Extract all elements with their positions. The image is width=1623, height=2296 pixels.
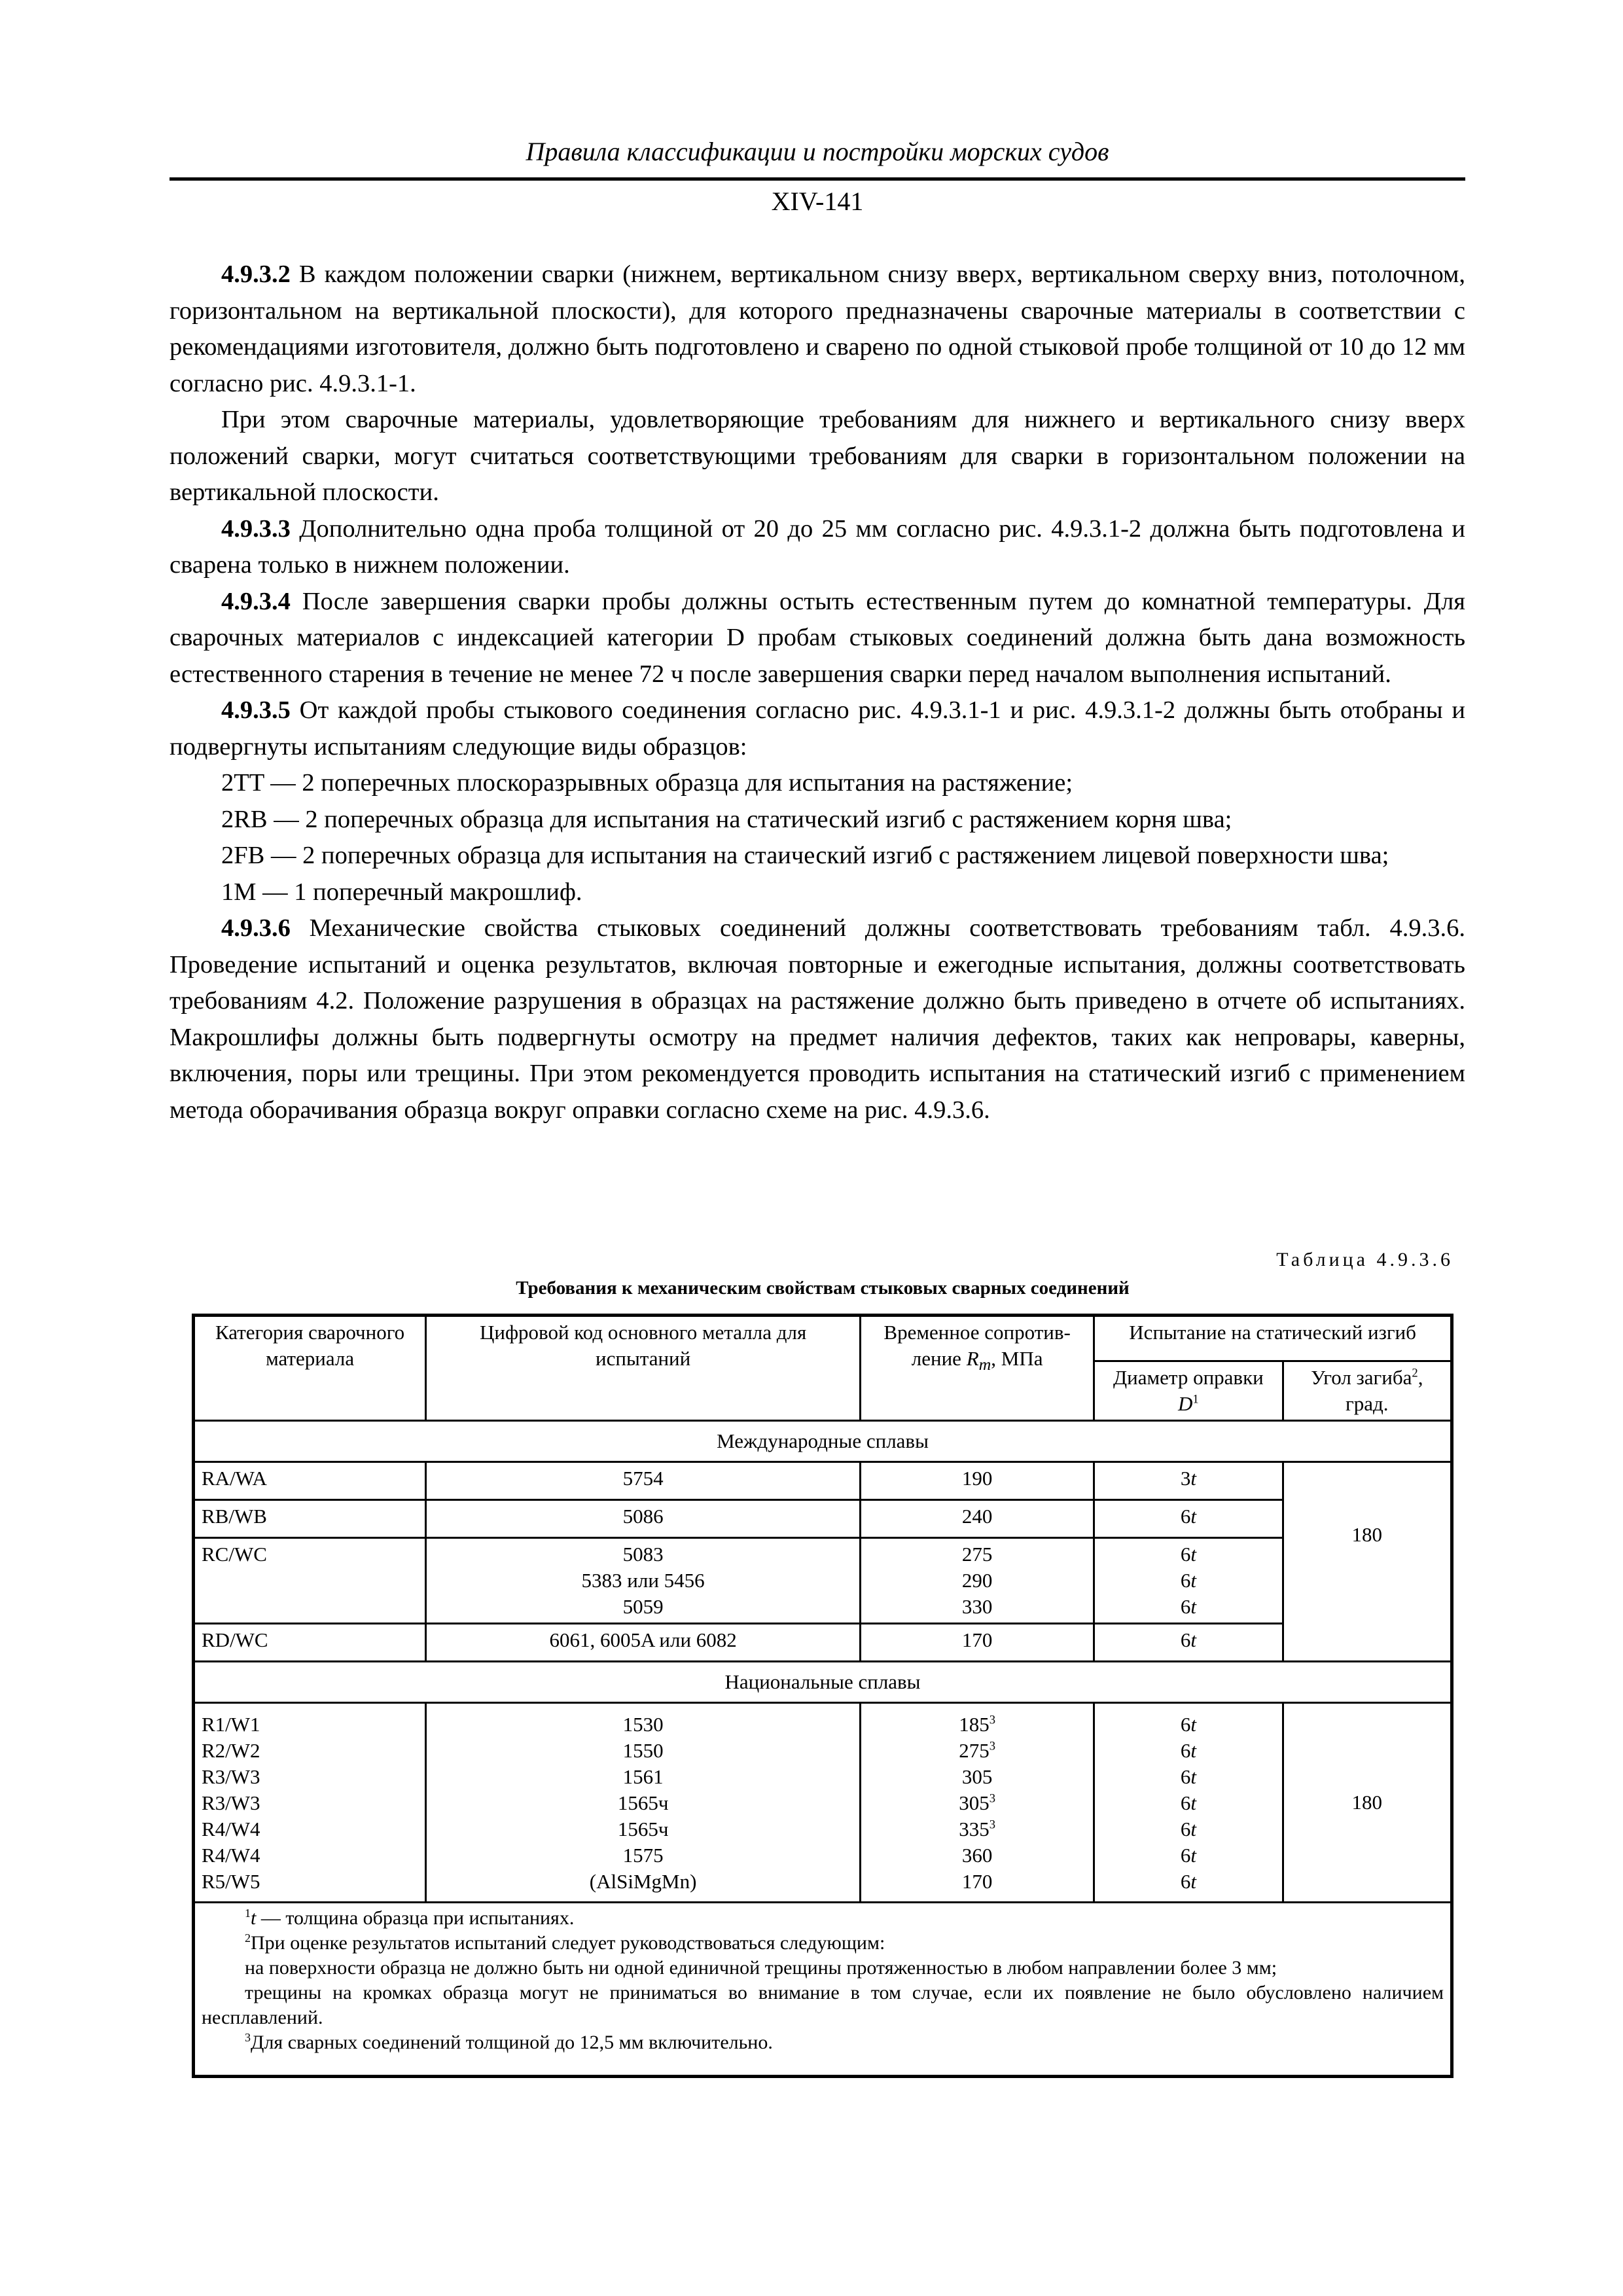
cell-angle: 180 bbox=[1283, 1462, 1452, 1662]
table-row bbox=[194, 1624, 1452, 1662]
cell-rm: $185^3$ $275^3$ 305 $305^3$ $335^3$ 360 170 bbox=[861, 1703, 1094, 1903]
paragraph bbox=[169, 692, 1465, 765]
cell-code: 5754 bbox=[426, 1462, 861, 1500]
cell-diameter: 6t bbox=[1094, 1500, 1283, 1538]
clause-number: 4.9.3.2 bbox=[221, 260, 291, 288]
footnote: $^2$При оценке результатов испытаний следует руководствоваться следующим: bbox=[245, 1931, 885, 1954]
clause-number: 4.9.3.4 bbox=[221, 587, 291, 615]
paragraph-text: 2TT — 2 поперечных плоскоразрывных образца для испытания на растяжение; bbox=[221, 769, 1073, 797]
cell-code: 1530 1550 1561 1565ч 1565ч 1575 (AlSiMgMn) bbox=[426, 1703, 861, 1903]
paragraph bbox=[169, 257, 1465, 402]
paragraph bbox=[169, 838, 1465, 874]
paragraph-text: Дополнительно одна проба толщиной от 20 до 25 мм согласно рис. 4.9.3.1-2 должна быть подготовлена и сварена только в нижнем положении. bbox=[169, 514, 1465, 579]
paragraph bbox=[169, 874, 1465, 911]
requirements-table bbox=[192, 1314, 1454, 2078]
paragraph-text: После завершения сварки пробы должны остыть естественным путем до комнатной температуры. Для сварочных материалов с индексацией категории D пробам стыковых соединений должна быть дана возможность естественного старения в течение не менее 72 ч после завершения сварки перед началом выполнения испытаний. bbox=[169, 587, 1465, 688]
header-angle: Угол загиба$^2$, град. bbox=[1283, 1361, 1452, 1421]
page-number: XIV-141 bbox=[771, 187, 864, 216]
footnote: $^3$Для сварных соединений толщиной до 12,5 мм включительно. bbox=[245, 2031, 773, 2053]
table-caption: Таблица 4.9.3.6 bbox=[1276, 1249, 1454, 1270]
cell-diameter: 3t bbox=[1094, 1462, 1283, 1500]
clause-number: 4.9.3.5 bbox=[221, 696, 291, 724]
paragraph-text: В каждом положении сварки (нижнем, вертикальном снизу вверх, вертикальном сверху вниз, потолочном, горизонтальном на вертикальной плоскости), для которого предназначены сварочные материалы в соответствии с рекомендациями изготовителя, должно быть подготовлено и сварено по одной стыковой пробе толщиной от 10 до 12 мм согласно рис. 4.9.3.1-1. bbox=[169, 260, 1465, 397]
header-diameter: Диаметр оправки $D^1$ bbox=[1094, 1361, 1283, 1421]
paragraph bbox=[169, 584, 1465, 693]
cell-diameter: 6t 6t 6t bbox=[1094, 1538, 1283, 1624]
cell-code: 5086 bbox=[426, 1500, 861, 1538]
footnote: трещины на кромках образца могут не приниматься во внимание в том случае, если их появление не было обусловлено наличием несплавлений. bbox=[202, 1982, 1444, 2028]
cell-rm: 275 290 330 bbox=[861, 1538, 1094, 1624]
paragraph-text: Механические свойства стыковых соединений должны соответствовать требованиям табл. 4.9.3.6. Проведение испытаний и оценка результатов, включая повторные и ежегодные испытания, должны соответствовать требованиям 4.2. Положение разрушения в образцах на растяжение должно быть приведено в отчете об испытаниях. Макрошлифы должны быть подвергнуты осмотру на предмет наличия дефектов, таких как непровары, каверны, включения, поры или трещины. При этом рекомендуется проводить испытания на статический изгиб с применением метода оборачивания образца вокруг оправки согласно схеме на рис. 4.9.3.6. bbox=[169, 914, 1465, 1124]
paragraph-text: 2FB — 2 поперечных образца для испытания на стаический изгиб с растяжением лицевой поверхности шва; bbox=[221, 842, 1389, 869]
header-bend: Испытание на статический изгиб bbox=[1094, 1316, 1452, 1361]
table-title: Требования к механическим свойствам стыковых сварных соединений bbox=[516, 1278, 1130, 1299]
footnote: $^1$t — толщина образца при испытаниях. bbox=[245, 1907, 575, 1929]
table-row bbox=[194, 1500, 1452, 1538]
paragraph-text: 1M — 1 поперечный макрошлиф. bbox=[221, 878, 582, 906]
cell-rm: 190 bbox=[861, 1462, 1094, 1500]
paragraph bbox=[169, 511, 1465, 584]
cell-code: 5083 5383 или 5456 5059 bbox=[426, 1538, 861, 1624]
cell-category: RA/WA bbox=[194, 1462, 426, 1500]
cell-rm: 170 bbox=[861, 1624, 1094, 1662]
table-row bbox=[194, 1462, 1452, 1500]
footnote: на поверхности образца не должно быть ни одной единичной трещины протяженностью в любом направлении более 3 мм; bbox=[245, 1957, 1277, 1979]
header-code: Цифровой код основного металла для испытаний bbox=[426, 1316, 861, 1421]
table-row-national bbox=[194, 1703, 1452, 1903]
cell-category: RD/WC bbox=[194, 1624, 426, 1662]
body-text bbox=[169, 257, 1465, 1128]
cell-diameter: 6t bbox=[1094, 1624, 1283, 1662]
paragraph bbox=[169, 402, 1465, 511]
cell-category: RC/WC bbox=[194, 1538, 426, 1624]
paragraph bbox=[169, 802, 1465, 838]
cell-rm: 240 bbox=[861, 1500, 1094, 1538]
section-international: Международные сплавы bbox=[194, 1421, 1452, 1462]
cell-category: R1/W1 R2/W2 R3/W3 R3/W3 R4/W4 R4/W4 R5/W5 bbox=[194, 1703, 426, 1903]
paragraph bbox=[169, 910, 1465, 1128]
cell-diameter: 6t 6t 6t 6t 6t 6t 6t bbox=[1094, 1703, 1283, 1903]
table-row bbox=[194, 1538, 1452, 1624]
cell-angle: 180 bbox=[1283, 1703, 1452, 1903]
header-rule bbox=[169, 177, 1465, 181]
header-category: Категория сварочного материала bbox=[194, 1316, 426, 1421]
paragraph-text: От каждой пробы стыкового соединения согласно рис. 4.9.3.1-1 и рис. 4.9.3.1-2 должны быть отобраны и подвергнуты испытаниям следующие виды образцов: bbox=[169, 696, 1465, 761]
clause-number: 4.9.3.3 bbox=[221, 514, 291, 543]
section-national: Национальные сплавы bbox=[194, 1662, 1452, 1703]
clause-number: 4.9.3.6 bbox=[221, 914, 291, 942]
paragraph-text: 2RB — 2 поперечных образца для испытания на статический изгиб с растяжением корня шва; bbox=[221, 805, 1232, 833]
header-rm: Временное сопротив-ление $R_m$, МПа bbox=[861, 1316, 1094, 1421]
cell-code: 6061, 6005A или 6082 bbox=[426, 1624, 861, 1662]
paragraph bbox=[169, 765, 1465, 802]
table-footnotes bbox=[194, 1903, 1452, 2077]
running-header: Правила классификации и постройки морских судов bbox=[526, 137, 1109, 166]
cell-category: RB/WB bbox=[194, 1500, 426, 1538]
paragraph-text: При этом сварочные материалы, удовлетворяющие требованиям для нижнего и вертикального снизу вверх положений сварки, могут считаться соответствующими требованиям для сварки в горизонтальном положении на вертикальной плоскости. bbox=[169, 406, 1465, 506]
